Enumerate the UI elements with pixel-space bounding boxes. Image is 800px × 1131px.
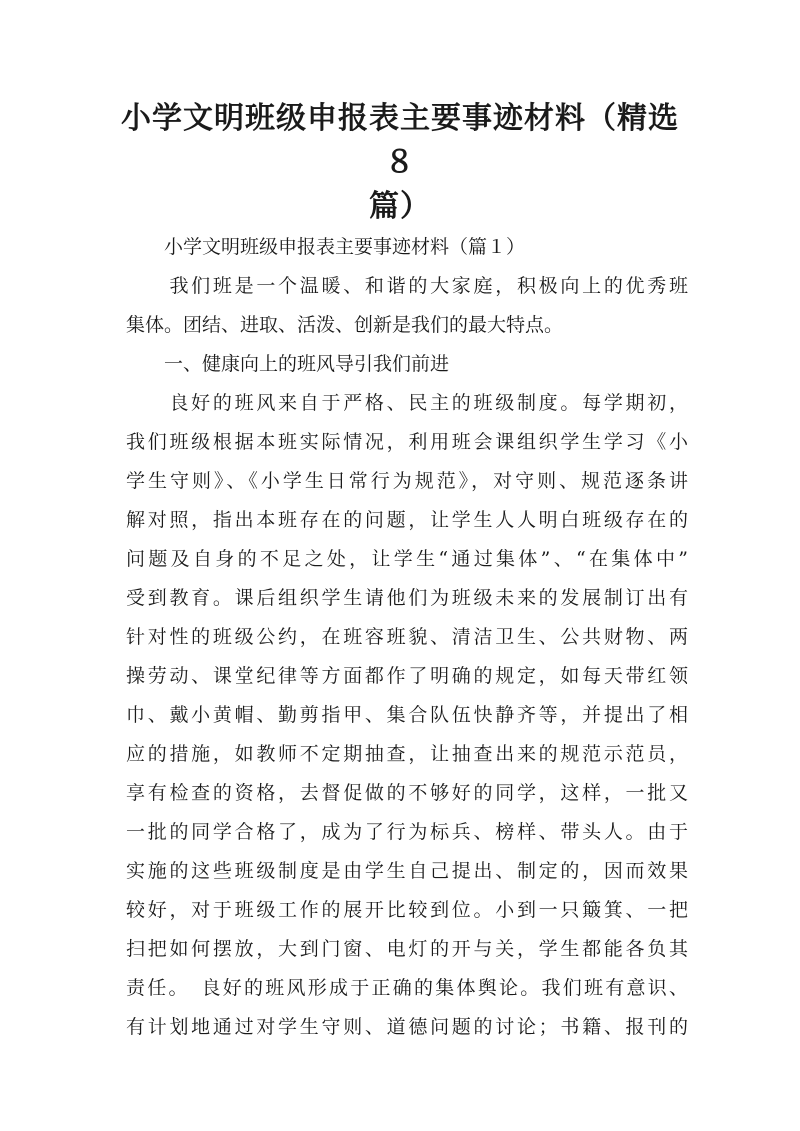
text-line: 操劳动、课堂纪律等方面都作了明确的规定，如每天带红领 <box>126 665 688 687</box>
subsection-heading: 一、健康向上的班风导引我们前进 <box>126 353 450 375</box>
text-line: 学生守则》、《小学生日常行为规范》，对守则、规范逐条讲 <box>126 470 688 492</box>
section-heading: 小学文明班级申报表主要事迹材料（篇１） <box>126 236 526 258</box>
text-line: 我们班级根据本班实际情况，利用班会课组织学生学习《小 <box>126 431 688 453</box>
text-line: 针对性的班级公约，在班容班貌、清洁卫生、公共财物、两 <box>126 626 688 648</box>
text-line: 责任。 良好的班风形成于正确的集体舆论。我们班有意识、 <box>126 977 688 999</box>
text-line: 扫把如何摆放，大到门窗、电灯的开与关，学生都能各负其 <box>126 938 688 960</box>
document-body <box>126 228 688 1047</box>
text-line: 问题及自身的不足之处，让学生“通过集体”、“在集体中” <box>126 548 688 570</box>
text-line: 有计划地通过对学生守则、道德问题的讨论；书籍、报刊的 <box>126 1016 688 1038</box>
text-line: 巾、戴小黄帽、勤剪指甲、集合队伍快静齐等，并提出了相 <box>126 704 688 726</box>
text-line: 较好，对于班级工作的展开比较到位。小到一只簸箕、一把 <box>126 899 688 921</box>
text-line: 集体。团结、进取、活泼、创新是我们的最大特点。 <box>126 314 564 336</box>
text-line: 实施的这些班级制度是由学生自己提出、制定的，因而效果 <box>126 860 688 882</box>
title-line-1: 小学文明班级申报表主要事迹材料（精选８ <box>121 101 679 180</box>
title-line-2: 篇） <box>369 189 431 224</box>
text-line: 受到教育。课后组织学生请他们为班级未来的发展制订出有 <box>126 587 688 609</box>
text-line: 良好的班风来自于严格、民主的班级制度。每学期初， <box>126 392 688 414</box>
document-title <box>110 97 690 229</box>
text-line: 享有检查的资格，去督促做的不够好的同学，这样，一批又 <box>126 782 688 804</box>
text-line: 我们班是一个温暖、和谐的大家庭，积极向上的优秀班 <box>126 275 688 297</box>
text-line: 一批的同学合格了，成为了行为标兵、榜样、带头人。由于 <box>126 821 688 843</box>
text-line: 解对照，指出本班存在的问题，让学生人人明白班级存在的 <box>126 509 688 531</box>
text-line: 应的措施，如教师不定期抽查，让抽查出来的规范示范员， <box>126 743 688 765</box>
